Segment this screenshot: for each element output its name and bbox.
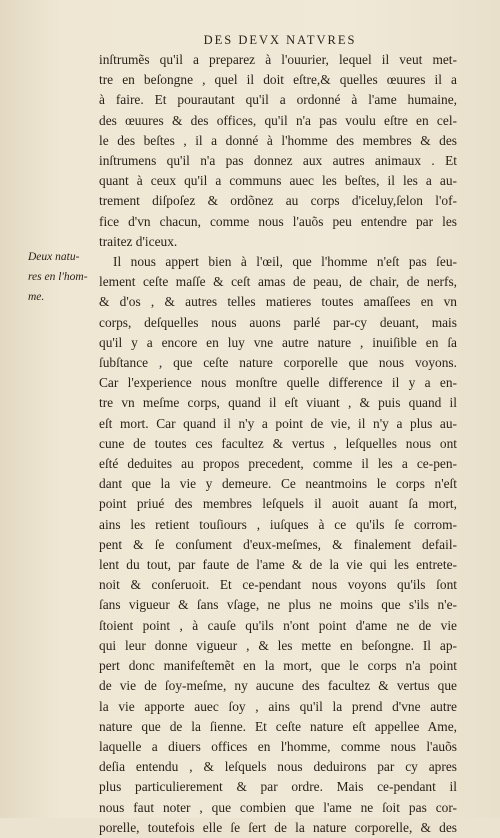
- text-line: Il nous appert bien à l'œil, que l'homme n'eſt pas ſeu-: [113, 254, 457, 270]
- text-line: trement diſpoſez & ordõnez au corps d'iceluy,ſelon l'of-: [99, 193, 457, 209]
- text-line: qu'il y a encore en luy vne autre nature , inuiſible en ſa: [99, 334, 457, 350]
- text-line: tre vn meſme corps, quand il eſt viuant , & puis quand il: [99, 395, 457, 411]
- text-line: ains les retient touſiours , iuſques à ce qu'ils ſe corrom-: [99, 516, 457, 532]
- text-line: eſté deduites au propos precedent, comme il les a ce-pen-: [99, 456, 457, 472]
- text-line: laquelle a diuers offices en l'homme, comme nous l'auõs: [99, 738, 457, 754]
- text-line: lement ceſte maſſe & ceſt amas de peau, de chair, de nerfs,: [99, 274, 457, 290]
- text-line: deſia entendu , & leſquels nous deduirons par cy apres: [99, 759, 457, 775]
- text-line: nature que de la ſienne. Et ceſte nature eſt appellee Ame,: [99, 718, 457, 734]
- text-line: ſans vigueur & ſans vſage, ne plus ne moins que s'ils n'e-: [99, 597, 457, 613]
- body-text: [99, 50, 457, 838]
- text-line: & d'os , & autres telles matieres toutes amaſſees en vn: [99, 294, 457, 310]
- text-line: lent du tout, par faute de l'ame & de la vie qui les entrete-: [99, 557, 457, 573]
- text-line: corps, deſquelles nous auons parlé par-cy deuant, mais: [99, 314, 457, 330]
- text-line: cune de toutes ces facultez & vertus , leſquelles nous ont: [99, 435, 457, 451]
- text-line: quant à ceux qu'il a communs auec les beſtes, il les a au-: [99, 173, 457, 189]
- text-line: qui leur donne vigueur , & les mette en beſongne. Il ap-: [99, 637, 457, 653]
- text-line: Car l'experience nous monſtre quelle difference il y a en-: [99, 375, 457, 391]
- text-line: de vie de ſoy-meſme, ny aucune des facultez & vertus que: [99, 678, 457, 694]
- text-line: des œuures & des offices, qu'il n'a pas voulu eſtre en cel-: [99, 112, 457, 128]
- text-line: la vie apporte auec ſoy , ains qu'il la prend d'vne autre: [99, 698, 457, 714]
- text-line: à faire. Et pourautant qu'il a ordonné à l'ame humaine,: [99, 92, 457, 108]
- text-line: fice d'vn chacun, comme nous l'auõs peu entendre par les: [99, 213, 457, 229]
- text-line: traitez d'iceux.: [99, 233, 178, 249]
- running-head: DES DEVX NATVRES: [203, 33, 357, 47]
- text-line: dant que la vie y demeure. Ce neantmoins le corps n'eſt: [99, 476, 457, 492]
- text-line: plus particulierement & par ordre. Mais ce-pendant il: [99, 779, 457, 795]
- margin-note-line: me.: [28, 291, 45, 304]
- text-line: ſubſtance , que ceſte nature corporelle que nous voyons.: [99, 355, 457, 371]
- text-line: point priué des membres leſquels il auoit auant ſa mort,: [99, 496, 457, 512]
- text-line: pent & ſe conſument d'eux-meſmes, & finalement defail-: [99, 536, 457, 552]
- text-line: tre en beſongne , quel il doit eſtre,& quelles œuures il a: [99, 72, 457, 88]
- text-line: noit & conſeruoit. Et ce-pendant nous voyons qu'ils ſont: [99, 577, 457, 593]
- text-line: inſtrumens qu'il n'a pas donnez aux autres animaux . Et: [99, 153, 457, 169]
- text-line: porelle, toutefois elle ſe ſert de la nature corporelle, & des: [99, 819, 457, 835]
- margin-note: [28, 247, 96, 308]
- margin-note-line: Deux natu-: [28, 251, 80, 263]
- text-line: nous faut noter , que combien que l'ame ne ſoit pas cor-: [99, 799, 457, 815]
- margin-note-line: res en l'hom-: [28, 271, 88, 284]
- text-line: pert donc manifeſtemẽt en la mort, que le corps n'a point: [99, 658, 457, 674]
- text-line: eſt mort. Car quand il n'y a point de vie, il n'y a plus au-: [99, 415, 457, 431]
- text-line: le des beſtes , il a donné à l'homme des membres & des: [99, 132, 457, 148]
- text-line: ſtoient point , à cauſe qu'ils n'ont point d'ame ne de vie: [99, 617, 457, 633]
- text-line: inſtrumẽs qu'il a preparez à l'ouurier, lequel il veut met-: [99, 52, 457, 67]
